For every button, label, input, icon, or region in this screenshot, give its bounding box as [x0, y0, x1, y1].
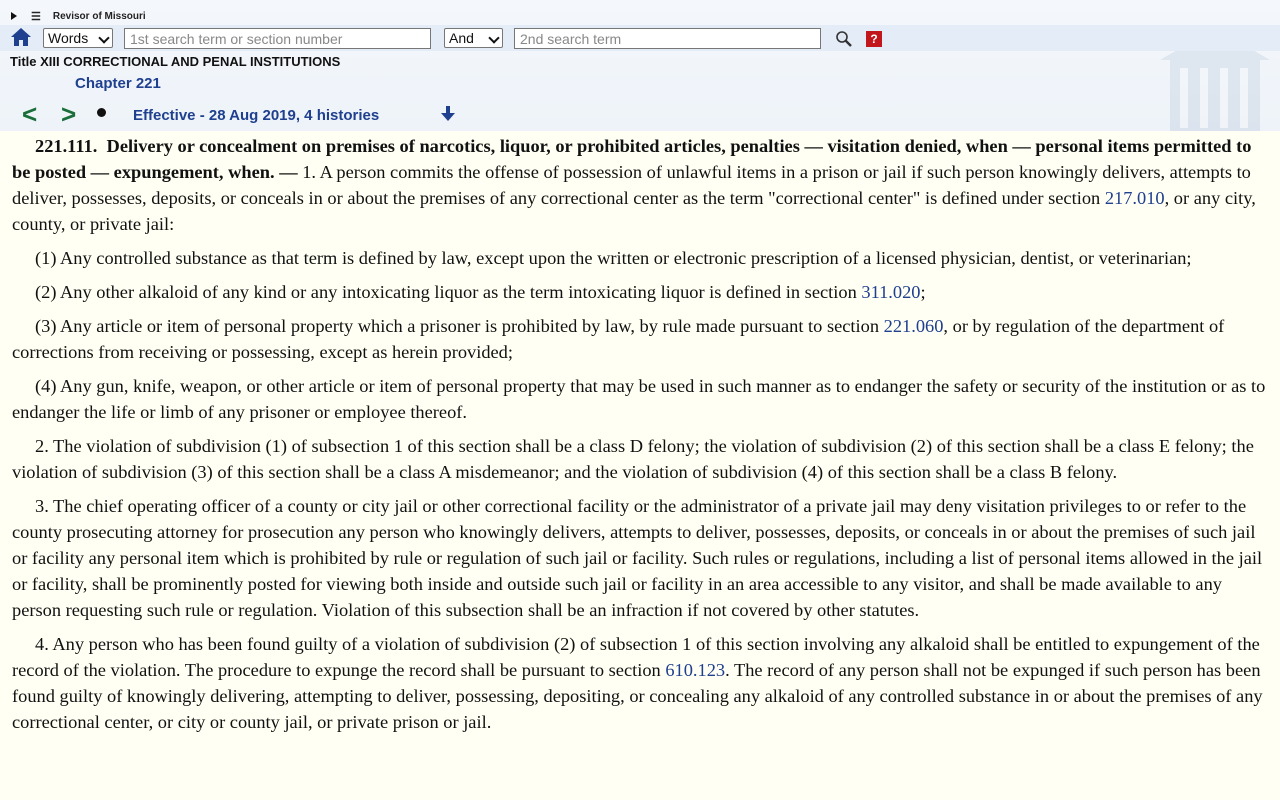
paragraph-text: 4. Any person who has been found guilty of a violation of subdivision (2) of subsection 1 of this section involving any alkaloid shall be entitled to expungement of the record of the violation. The procedure to expunge the record shall be pursuant to section [12, 634, 1260, 680]
subsection-2: 2. The violation of subdivision (1) of subsection 1 of this section shall be a class D felony; the violation of subdivision (2) of this section shall be a class E felony; the violation of subdivision (3) of this section shall be a class A misdemeanor; and the violation of subdivision (4) of this section shall be a class B felony. [12, 436, 1254, 482]
home-icon[interactable] [10, 27, 32, 47]
paragraph-text: ; [920, 282, 926, 302]
subdivision-4: (4) Any gun, knife, weapon, or other article or item of personal property that may be used in such manner as to endanger the safety or security of the institution or as to endanger the life or limb of any prisoner or employee thereof. [12, 376, 1266, 422]
expand-triangle-icon[interactable] [11, 12, 17, 20]
search-mode-value: Words [48, 30, 89, 46]
chevron-down-icon [98, 32, 109, 43]
paragraph-text: , or by regulation of the department of corrections from receiving or possessing, except as herein provided; [12, 316, 1225, 362]
boolean-operator-select[interactable] [444, 28, 503, 48]
top-bar [8, 8, 146, 24]
search-icon[interactable] [835, 30, 853, 47]
statute-text [12, 133, 1270, 743]
site-title: Revisor of Missouri [52, 10, 146, 22]
section-link-311-020[interactable]: 311.020 [861, 282, 921, 302]
search-term-2-input[interactable] [514, 28, 821, 49]
search-mode-select[interactable] [43, 28, 113, 48]
paragraph-text: (3) Any article or item of personal property which a prisoner is prohibited by law, by rule made pursuant to section [35, 316, 884, 336]
menu-icon[interactable]: ☰ [31, 10, 41, 23]
subdivision-2 [12, 279, 1270, 305]
subsection-3: 3. The chief operating officer of a county or city jail or other correctional facility or the administrator of a private jail may deny visitation privileges to or refer to the county prosecuting attorney for prosecution any person who knowingly delivers, attempts to deliver, possesses, deposits, or conceals in or about the premises of such jail or facility any personal item which is prohibited by rule or regulation of such jail or facility. Such rules or regulations, including a list of personal items allowed in the jail or facility, shall be prominently posted for viewing both inside and outside such jail or facility in an area accessible to any visitor, and shall be made available to any person requesting such rule or regulation. Violation of this subsection shall be an infraction if not covered by other statutes. [12, 496, 1263, 620]
section-link-221-060[interactable]: 221.060 [883, 316, 944, 336]
subdivision-3 [12, 313, 1270, 365]
paragraph-text: , or any city, county, or private jail: [12, 188, 1256, 234]
title-heading: Title XIII CORRECTIONAL AND PENAL INSTITUTIONS [10, 54, 341, 69]
paragraph-text: . The record of any person shall not be expunged if such person has been found guilty of knowingly delivering, attempting to deliver, possessing, depositing, or concealing any alkaloid of any controlled substance in or about the premises of any correctional center, or city or county jail, or private prison or jail. [12, 660, 1263, 732]
chapter-link[interactable]: Chapter 221 [75, 75, 161, 92]
paragraph-text: (2) Any other alkaloid of any kind or any intoxicating liquor as the term intoxicating liquor is defined in section [35, 282, 862, 302]
current-section-dot-icon[interactable] [97, 108, 106, 117]
search-term-1-input[interactable] [124, 28, 431, 49]
subdivision-1: (1) Any controlled substance as that term is defined by law, except upon the written or electronic prescription of a licensed physician, dentist, or veterinarian; [35, 248, 1192, 268]
header [0, 0, 1280, 131]
effective-date-link[interactable]: Effective - 28 Aug 2019, 4 histories [133, 107, 380, 124]
chevron-down-icon [488, 32, 499, 43]
paragraph-text: 1. A person commits the offense of possession of unlawful items in a prison or jail if such person knowingly delivers, attempts to deliver, possesses, deposits, or conceals in or about the premises of any correctional center as the term "correctional center" is defined under section [12, 162, 1251, 208]
boolean-operator-value: And [449, 30, 474, 46]
arrow-down-icon[interactable] [440, 106, 456, 122]
subsection-4 [12, 631, 1270, 735]
section-link-610-123[interactable]: 610.123 [665, 660, 726, 680]
section-paragraph-1 [12, 133, 1270, 237]
next-section-button[interactable]: > [61, 99, 77, 129]
section-heading: Delivery or concealment on premises of narcotics, liquor, or prohibited articles, penalties — visitation denied, when — personal items permitted to be posted — expungement, when. — [12, 136, 1252, 182]
search-bar [0, 25, 1280, 51]
section-link-217-010[interactable]: 217.010 [1104, 188, 1165, 208]
previous-section-button[interactable]: < [22, 99, 38, 129]
section-number: 221.111. [35, 136, 98, 156]
help-button[interactable]: ? [866, 31, 882, 47]
